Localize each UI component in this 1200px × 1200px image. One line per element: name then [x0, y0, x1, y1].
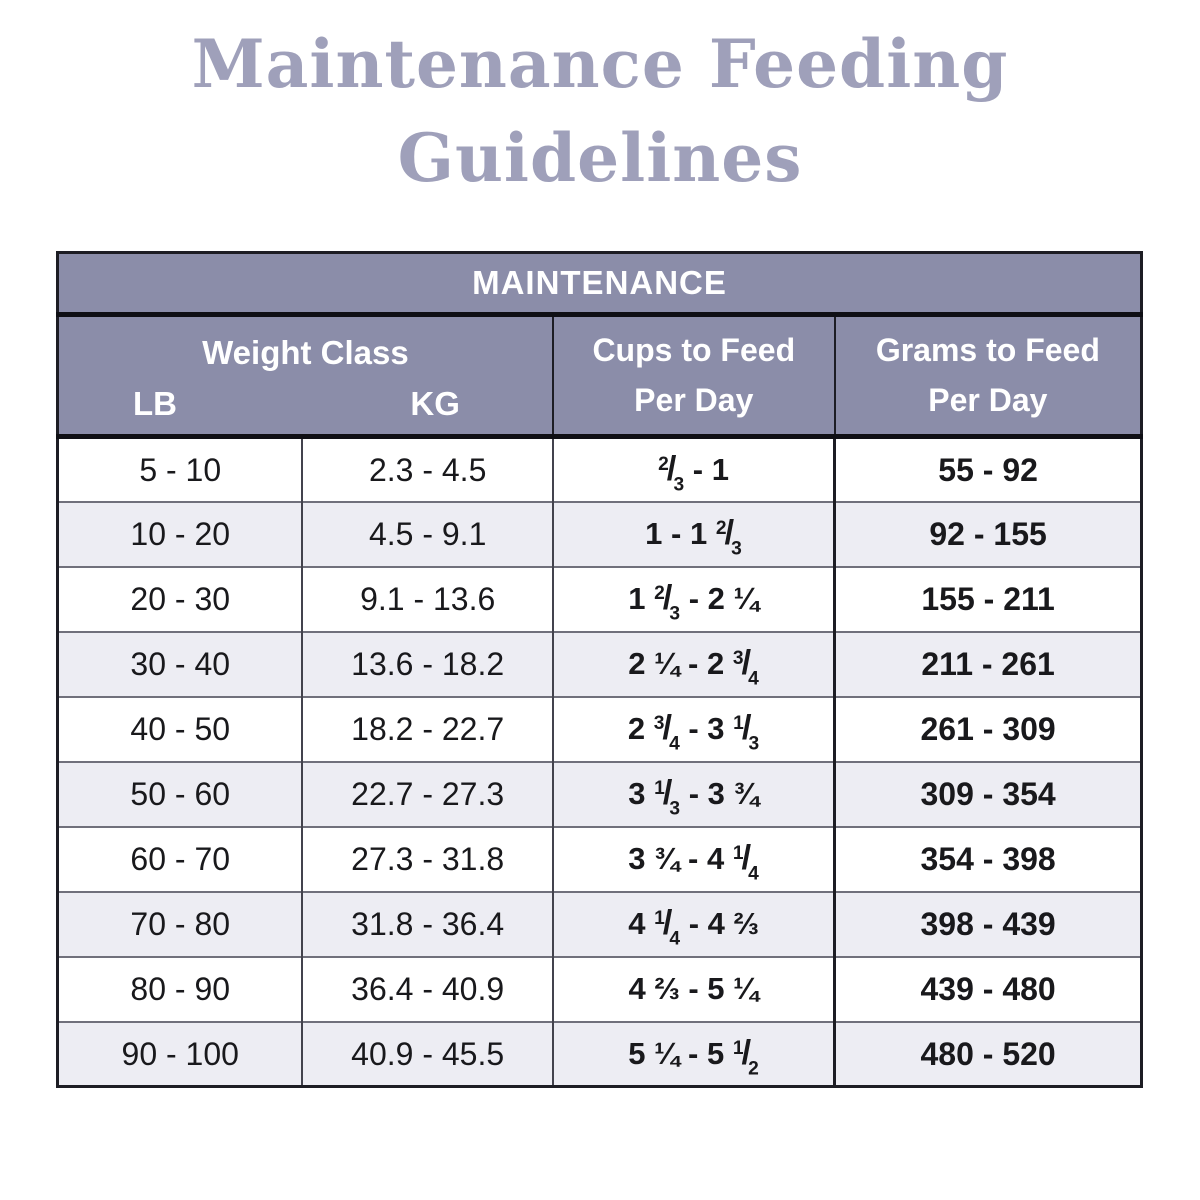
header-cups-line-2: Per Day	[634, 381, 754, 418]
table-row	[58, 697, 1142, 762]
cell-cups: 2 $^3/_4 - 3$ $^1/_3$	[553, 697, 835, 762]
fraction-glyph: ¼	[654, 1037, 680, 1072]
cell-lb: 70 - 80	[58, 892, 303, 957]
page-title	[0, 0, 1200, 205]
fraction: $^2/_3$	[715, 514, 742, 560]
header-cups-line-1: Cups to Feed	[592, 332, 796, 369]
weight-class-units	[59, 385, 552, 423]
cell-kg: 13.6 - 18.2	[302, 632, 552, 697]
fraction: $^2/_3$	[658, 450, 685, 496]
table-body	[58, 437, 1142, 1087]
cell-grams: 439 - 480	[835, 957, 1142, 1022]
cell-lb: 30 - 40	[58, 632, 303, 697]
fraction-glyph: ⅔	[733, 907, 759, 942]
fraction-glyph: ¼	[733, 972, 759, 1007]
header-kg: KG	[410, 384, 460, 422]
table-row	[58, 632, 1142, 697]
table-band-title: MAINTENANCE	[58, 253, 1142, 315]
cell-kg: 31.8 - 36.4	[302, 892, 552, 957]
cell-kg: 4.5 - 9.1	[302, 502, 552, 567]
header-grams-line-1: Grams to Feed	[875, 332, 1100, 369]
cell-grams: 155 - 211	[835, 567, 1142, 632]
header-weight-class	[58, 315, 553, 437]
cell-kg: 22.7 - 27.3	[302, 762, 552, 827]
cell-lb: 60 - 70	[58, 827, 303, 892]
header-grams-line-2: Per Day	[928, 381, 1048, 418]
page-title-line-2: Guidelines	[397, 118, 803, 197]
cell-cups: 3 ¾ - 4 $^1/_4$	[553, 827, 835, 892]
table-row	[58, 762, 1142, 827]
header-cups	[553, 315, 835, 437]
cell-cups: 3 $^1/_3 - 3$ ¾	[553, 762, 835, 827]
table-row	[58, 437, 1142, 502]
weight-class-label: Weight Class	[202, 334, 409, 372]
fraction: $^3/_4$	[653, 709, 680, 755]
cell-cups: 2 ¼ - 2 $^3/_4$	[553, 632, 835, 697]
table-container	[56, 251, 1143, 1088]
table-row	[58, 957, 1142, 1022]
cell-kg: 27.3 - 31.8	[302, 827, 552, 892]
cell-kg: 18.2 - 22.7	[302, 697, 552, 762]
header-lb: LB	[133, 384, 177, 422]
fraction-glyph: ⅔	[654, 972, 680, 1007]
table-row	[58, 502, 1142, 567]
cell-grams: 55 - 92	[835, 437, 1142, 502]
fraction: $^3/_4$	[732, 644, 759, 690]
fraction: $^1/_2$	[732, 1034, 759, 1080]
cell-cups: $^2/_3 - 1$	[553, 437, 835, 502]
table-row	[58, 1022, 1142, 1087]
fraction-glyph: ¾	[733, 777, 759, 812]
fraction: $^1/_4$	[732, 839, 759, 885]
cell-cups: 4 $^1/_4 - 4$ ⅔	[553, 892, 835, 957]
cell-grams: 261 - 309	[835, 697, 1142, 762]
cell-grams: 92 - 155	[835, 502, 1142, 567]
fraction-glyph: ¾	[654, 842, 680, 877]
cell-lb: 90 - 100	[58, 1022, 303, 1087]
cell-cups: 1 - 1 $^2/_3$	[553, 502, 835, 567]
cell-kg: 9.1 - 13.6	[302, 567, 552, 632]
cell-kg: 36.4 - 40.9	[302, 957, 552, 1022]
cell-grams: 398 - 439	[835, 892, 1142, 957]
cell-lb: 20 - 30	[58, 567, 303, 632]
header-grams	[835, 315, 1142, 437]
cell-grams: 480 - 520	[835, 1022, 1142, 1087]
cell-cups: 5 ¼ - 5 $^1/_2$	[553, 1022, 835, 1087]
fraction: $^1/_3$	[733, 709, 760, 755]
table-row	[58, 567, 1142, 632]
cell-lb: 80 - 90	[58, 957, 303, 1022]
cell-lb: 40 - 50	[58, 697, 303, 762]
cell-lb: 50 - 60	[58, 762, 303, 827]
cell-cups: 4 ⅔ - 5 ¼	[553, 957, 835, 1022]
cell-grams: 309 - 354	[835, 762, 1142, 827]
cell-grams: 354 - 398	[835, 827, 1142, 892]
fraction-glyph: ¼	[733, 582, 759, 617]
cell-cups: 1 $^2/_3 - 2$ ¼	[553, 567, 835, 632]
cell-grams: 211 - 261	[835, 632, 1142, 697]
maintenance-table	[56, 251, 1143, 1088]
cell-kg: 2.3 - 4.5	[302, 437, 552, 502]
fraction-glyph: ¼	[654, 647, 680, 682]
table-band-row	[58, 253, 1142, 315]
fraction: $^1/_4$	[654, 904, 681, 950]
table-header-row	[58, 315, 1142, 437]
page-title-line-1: Maintenance Feeding	[191, 25, 1009, 103]
table-row	[58, 827, 1142, 892]
cell-lb: 5 - 10	[58, 437, 303, 502]
fraction: $^1/_3$	[654, 774, 681, 820]
cell-kg: 40.9 - 45.5	[302, 1022, 552, 1087]
cell-lb: 10 - 20	[58, 502, 303, 567]
fraction: $^2/_3$	[654, 579, 681, 625]
table-row	[58, 892, 1142, 957]
